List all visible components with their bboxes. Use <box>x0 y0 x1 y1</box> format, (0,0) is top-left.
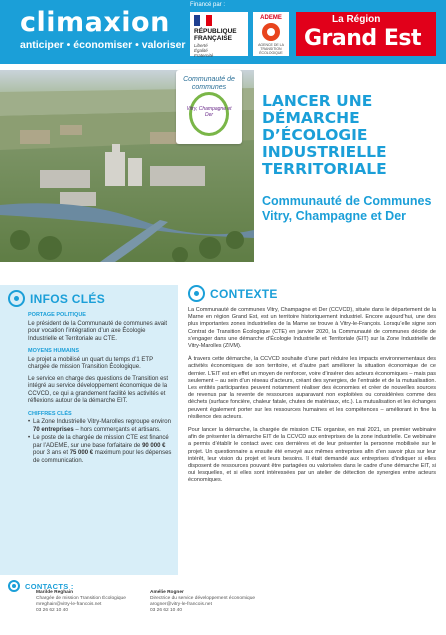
infos-cles-content <box>28 312 174 470</box>
republique-name: RÉPUBLIQUE FRANÇAISE <box>194 28 237 42</box>
moyens-title: MOYENS HUMAINS <box>28 348 80 354</box>
portage-text: Le président de la Communauté de communes avait pour vocation l’intégration d’un axe Écologie Industrielle et Territoriale au CTE. <box>28 320 168 342</box>
infos-cles-title: INFOS CLÉS <box>30 291 106 306</box>
contexte-title: CONTEXTE <box>210 286 278 301</box>
chiffres-title: CHIFFRES CLÉS <box>28 410 72 417</box>
contact-card <box>150 590 280 614</box>
contact-role: Directrice du service développement économique <box>150 596 256 601</box>
contexte-paragraph-2: À travers cette démarche, la CCVCD souhaite d’une part réduire les impacts environnementaux des activités économiques de son territoire, et d’autre part améliorer la situation économique de ce dernier. L’EIT est en effet un moyen de renforcer, voire d’insérer des acteurs économiques – mais pas seulement – au sein d’un réseau d’acteurs, créant des synergies, de l’entraide et de la mutualisation. Les entités participantes peuvent notamment réaliser des économies et créer de nouvelles sources de revenus par la revente de ressources auparavant non exploitées ou considérées comme des déchets (surface foncière, chaleur fatale, chutes de matériaux, etc.). La mutualisation et les échanges peuvent également porter sur les ressources humaines et les compétences – améliorant in fine la résilience des acteurs. <box>188 356 436 420</box>
moyens-block <box>28 348 174 406</box>
community-logo-line1: Communauté de communes <box>183 76 235 91</box>
contact-name: Amélie Rogner <box>150 590 184 595</box>
moyens-text-1: Le projet a mobilisé un quart du temps d’1 ETP chargée de mission Transition Écologique. <box>28 356 153 370</box>
contact-name: Marilde Reghain <box>36 590 74 595</box>
portage-block <box>28 312 174 343</box>
brand-tagline: anticiper • économiser • valoriser <box>20 39 186 51</box>
climaxion-logo <box>20 8 186 51</box>
header-banner <box>0 0 446 64</box>
contexte-content <box>188 307 436 491</box>
republique-motto: Liberté Égalité Fraternité <box>194 43 214 58</box>
region-small-text: La Région <box>332 14 381 25</box>
community-logo <box>176 70 242 144</box>
ademe-subtitle: AGENCE DE LA TRANSITION ÉCOLOGIQUE <box>258 43 284 55</box>
french-flag-icon <box>194 15 212 26</box>
target-icon <box>8 580 20 592</box>
contact-phone: 03 26 62 10 40 <box>36 608 69 613</box>
target-icon <box>8 290 25 307</box>
region-big-text: Grand Est <box>304 26 421 51</box>
republique-francaise-logo <box>190 12 248 56</box>
contact-email[interactable]: mreghain@vitry-le-francois.net <box>36 602 102 607</box>
contact-email[interactable]: arogner@vitry-le-francois.net <box>150 602 212 607</box>
page-title: LANCER UNE DÉMARCHE D’ÉCOLOGIE INDUSTRIELLE TERRITORIALE <box>262 92 387 178</box>
contacts-title: CONTACTS : <box>25 581 74 591</box>
contact-role: Chargée de mission Transition Écologique <box>36 596 126 601</box>
target-icon <box>188 285 205 302</box>
page-subtitle: Communauté de Communes Vitry, Champagne et Der <box>262 194 432 223</box>
chiffres-block <box>28 411 174 466</box>
contact-phone: 03 26 62 10 40 <box>150 608 183 613</box>
infos-cles-heading <box>8 290 105 307</box>
ademe-mark-icon <box>262 23 280 41</box>
brand-name: climaxion <box>20 7 170 38</box>
ademe-name: ADEME <box>260 15 282 21</box>
moyens-text-2: Le service en charge des questions de Transition est intégré au service développement économique de la CCVCD, ce qui a grandement facilité les activités et réflexions autour de la démarche EIT. <box>28 375 169 404</box>
list-item: • La Zone Industrielle Vitry-Marolles regroupe environ 70 entreprises – hors commerçants et artisans. <box>28 419 174 434</box>
contexte-paragraph-1: La Communauté de communes Vitry, Champagne et Der (CCVCD), située dans le département de la Marne en région Grand Est, est un territoire historiquement industriel. Encore aujourd’hui, une des plus importantes zones industrielles de la Marne se trouve à Vitry-le-François. Lorsqu’elle signe son Contrat de Transition Écologique (CTE) en janvier 2020, la Communauté de communes décide de s’engager dans une démarche d’Écologie Industrielle et Territoriale (EIT) sur la Zone Industrielle de Vitry-Marolles (ZIVM). <box>188 307 436 350</box>
list-item: • Le poste de la chargée de mission CTE est financé par l’ADEME, sur une base forfaitaire de 90 000 € pour 3 ans et 75 000 € maximum pour les dépenses de communication. <box>28 435 174 465</box>
contexte-paragraph-3: Pour lancer la démarche, la chargée de mission CTE organise, en mai 2021, un premier webinaire afin de présenter la démarche EIT de la CCVCD aux entreprises de la zone industrielle. Ce webinaire a permis d’établir le contact avec ces dernières et de leur présenter la personne mobilisée sur le projet. Un questionnaire a ensuite été envoyé aux mêmes entreprises afin d’en savoir plus sur leur intérêt, leur vision du projet et leurs besoins. Il était demandé aux entreprises d’indiquer si elles disposent de ressources pouvant être partagées ou valorisées dans le cadre d’une démarche EIT, si oui lesquelles, et si elles sont intéressées par un atelier de détection de synergies entre acteurs économiques. <box>188 427 436 484</box>
contexte-heading <box>188 285 278 302</box>
financed-by-label: Financé par : <box>190 2 226 8</box>
community-logo-line2: Vitry, Champagne et Der <box>186 106 232 118</box>
chiffres-list <box>28 419 174 465</box>
contact-card <box>36 590 146 614</box>
region-grand-est-logo <box>296 12 436 56</box>
ademe-logo <box>253 12 289 56</box>
portage-title: PORTAGE POLITIQUE <box>28 312 86 318</box>
